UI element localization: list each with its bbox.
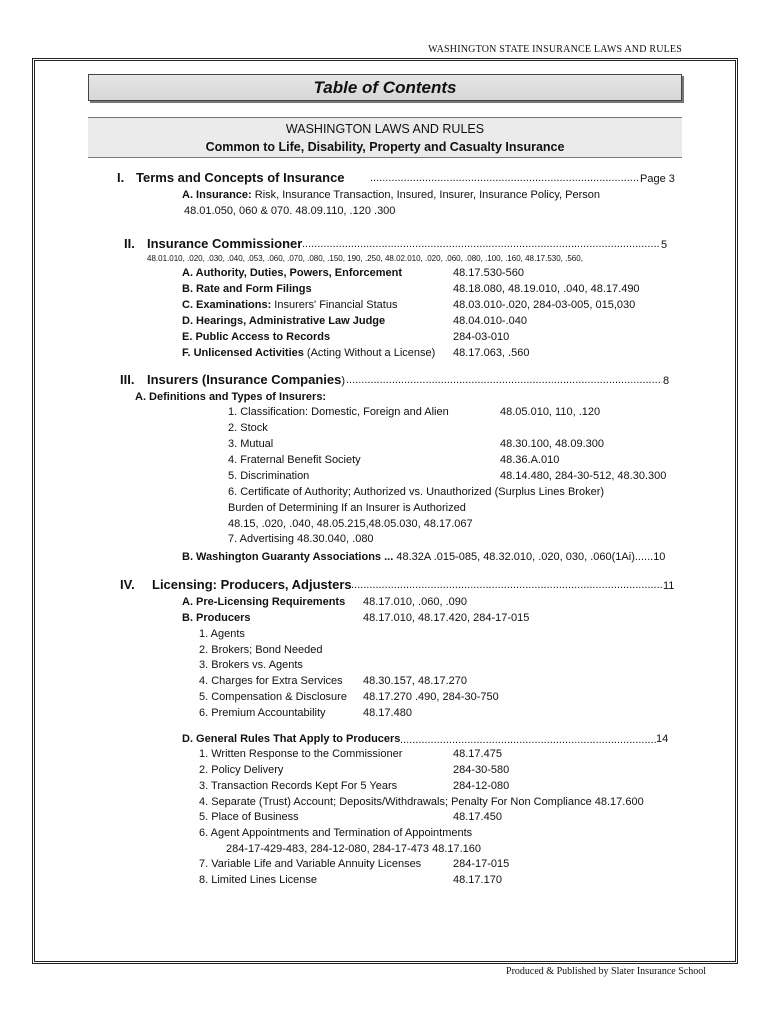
general-rule-8: 8. Limited Lines License — [199, 874, 318, 886]
section-4-page: 11 — [663, 580, 675, 592]
producer-item-3: 3. Brokers vs. Agents — [199, 659, 303, 671]
section-2-item-f-label: F. Unlicensed Activities — [182, 347, 304, 359]
section-3-type-5-ref: 48.14.480, 284-30-512, 48.30.300 — [500, 470, 667, 482]
section-4-item-d-leader — [400, 733, 656, 747]
section-1-item-a-label: A. Insurance: — [182, 189, 252, 201]
section-2-title: Insurance Commissioner — [147, 236, 303, 251]
section-2-item-c-ref: 48.03.010-.020, 284-03-005, 015,030 — [453, 299, 636, 311]
section-4-number: IV. — [120, 577, 135, 592]
section-3-title — [147, 372, 345, 388]
section-2-item-f-extra: (Acting Without a License) — [303, 347, 436, 359]
section-2-item-e-ref: 284-03-010 — [453, 331, 510, 343]
general-rule-4: 4. Separate (Trust) Account; Deposits/Withdrawals; Penalty For Non Compliance 48.17.600 — [199, 796, 644, 808]
section-2-item-b: B. Rate and Form Filings — [182, 283, 312, 295]
section-1-item-a-text: Risk, Insurance Transaction, Insured, Insurer, Insurance Policy, Person — [251, 189, 600, 201]
section-3-type-4: 4. Fraternal Benefit Society — [228, 454, 361, 466]
section-3-item-a: A. Definitions and Types of Insurers: — [135, 391, 327, 403]
section-4-item-d-page: 14 — [656, 733, 669, 745]
general-rule-5-ref: 48.17.450 — [453, 811, 502, 823]
subtitle-line-2: Common to Life, Disability, Property and Casualty Insurance — [205, 140, 565, 154]
producer-item-6-ref: 48.17.480 — [363, 707, 412, 719]
section-3-item-b-label: B. Washington Guaranty Associations ... — [182, 551, 394, 563]
section-4-item-a-ref: 48.17.010, .060, .090 — [363, 596, 467, 608]
producer-item-5: 5. Compensation & Disclosure — [199, 691, 347, 703]
section-2-item-c — [182, 298, 397, 312]
section-3-type-5: 5. Discrimination — [228, 470, 310, 482]
section-3-type-1: 1. Classification: Domestic, Foreign and Alien — [228, 406, 449, 418]
section-4-leader — [351, 578, 663, 592]
section-3-type-6: 6. Certificate of Authority; Authorized vs. Unauthorized (Surplus Lines Broker) — [228, 486, 605, 498]
general-rule-6-refs: 284-17-429-483, 284-12-080, 284-17-473 48.17.160 — [226, 843, 482, 855]
section-4-title: Licensing: Producers, Adjusters — [152, 577, 352, 592]
section-4-item-b: B. Producers — [182, 612, 251, 624]
producer-item-4: 4. Charges for Extra Services — [199, 675, 343, 687]
toc-title: Table of Contents — [313, 78, 457, 97]
section-3-type-4-ref: 48.36.A.010 — [500, 454, 560, 466]
general-rule-5: 5. Place of Business — [199, 811, 299, 823]
section-2-item-d-ref: 48.04.010-.040 — [453, 315, 528, 327]
general-rule-1-ref: 48.17.475 — [453, 748, 502, 760]
section-3-item-b — [182, 550, 665, 564]
section-3-burden: Burden of Determining If an Insurer is Authorized — [228, 502, 466, 514]
toc-title-box — [88, 74, 682, 101]
section-2-item-f — [182, 346, 435, 360]
section-2-leader — [302, 237, 660, 251]
section-3-type-1-ref: 48.05.010, 110, .120 — [500, 406, 601, 418]
general-rule-7: 7. Variable Life and Variable Annuity Licenses — [199, 858, 422, 870]
general-rule-1: 1. Written Response to the Commissioner — [199, 748, 403, 760]
section-1-title: Terms and Concepts of Insurance — [136, 170, 345, 185]
section-3-title-paren: ) — [341, 375, 346, 387]
section-1-page: Page 3 — [640, 173, 675, 185]
section-4-item-d: D. General Rules That Apply to Producers — [182, 733, 401, 745]
general-rule-2: 2. Policy Delivery — [199, 764, 284, 776]
section-3-type-2: 2. Stock — [228, 422, 268, 434]
page-header: WASHINGTON STATE INSURANCE LAWS AND RULES — [428, 44, 682, 55]
section-3-title-text: Insurers (Insurance Companies — [147, 372, 342, 387]
section-3-type-3: 3. Mutual — [228, 438, 274, 450]
section-3-number: III. — [120, 372, 135, 387]
subtitle-line-1: WASHINGTON LAWS AND RULES — [285, 122, 485, 136]
section-3-item-b-refs: 48.32A .015-085, 48.32.010, .020, 030, .060(1Ai)......10 — [393, 551, 666, 563]
section-2-page: 5 — [661, 239, 668, 251]
section-1-item-a — [182, 188, 600, 202]
page-footer: Produced & Published by Slater Insurance School — [506, 966, 706, 977]
general-rule-3: 3. Transaction Records Kept For 5 Years — [199, 780, 398, 792]
section-3-burden-refs: 48.15, .020, .040, 48.05.215,48.05.030, 48.17.067 — [228, 518, 473, 530]
producer-item-4-ref: 48.30.157, 48.17.270 — [363, 675, 467, 687]
section-2-item-d: D. Hearings, Administrative Law Judge — [182, 315, 386, 327]
general-rule-2-ref: 284-30-580 — [453, 764, 510, 776]
producer-item-5-ref: 48.17.270 .490, 284-30-750 — [363, 691, 499, 703]
producer-item-6: 6. Premium Accountability — [199, 707, 326, 719]
section-2-item-c-extra: Insurers' Financial Status — [271, 299, 398, 311]
section-2-item-a-ref: 48.17.530-560 — [453, 267, 524, 279]
section-3-type-7: 7. Advertising 48.30.040, .080 — [228, 533, 374, 545]
section-2-item-f-ref: 48.17.063, .560 — [453, 347, 530, 359]
section-2-item-c-label: C. Examinations: — [182, 299, 272, 311]
general-rule-8-ref: 48.17.170 — [453, 874, 502, 886]
producer-item-1: 1. Agents — [199, 628, 245, 640]
section-4-item-a: A. Pre-Licensing Requirements — [182, 596, 346, 608]
section-1-leader — [370, 171, 640, 185]
section-2-refs: 48.01.010, .020, .030, .040, .053, .060, .070, .080, .150, 190, .250, 48.02.010, .020, .060, .080, .100, .160, 48.17.530, .560, — [147, 254, 583, 263]
section-4-item-b-ref: 48.17.010, 48.17.420, 284-17-015 — [363, 612, 530, 624]
general-rule-6: 6. Agent Appointments and Termination of Appointments — [199, 827, 473, 839]
producer-item-2: 2. Brokers; Bond Needed — [199, 644, 323, 656]
general-rule-3-ref: 284-12-080 — [453, 780, 510, 792]
section-3-leader — [346, 373, 662, 387]
subtitle-box — [88, 117, 682, 158]
section-2-item-a: A. Authority, Duties, Powers, Enforcement — [182, 267, 403, 279]
section-2-item-b-ref: 48.18.080, 48.19.010, .040, 48.17.490 — [453, 283, 640, 295]
section-3-type-3-ref: 48.30.100, 48.09.300 — [500, 438, 604, 450]
general-rule-7-ref: 284-17-015 — [453, 858, 510, 870]
section-2-number: II. — [124, 236, 135, 251]
section-1-number: I. — [117, 170, 125, 185]
section-1-refs: 48.01.050, 060 & 070. 48.09.110, .120 .300 — [184, 205, 396, 217]
section-2-item-e: E. Public Access to Records — [182, 331, 331, 343]
section-3-page: 8 — [663, 375, 670, 387]
